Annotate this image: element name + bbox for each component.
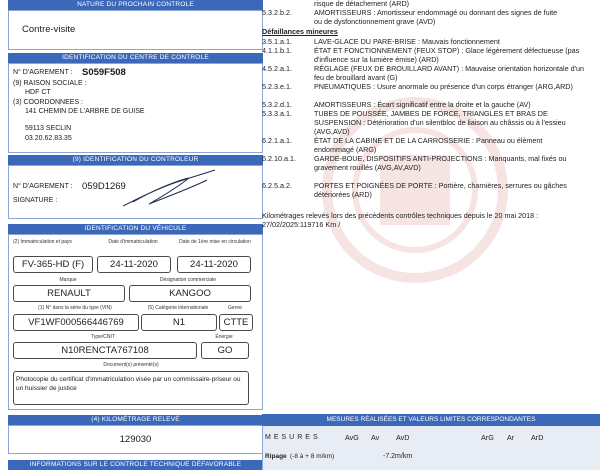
controleur-agrement-value: 059D1269 [82, 181, 126, 192]
signature-mark [119, 168, 219, 213]
centre-agrement-label: N° D'AGREMENT : [13, 69, 73, 76]
mineure-text: Usure anormale ou présence d'un corps étranger (ARG,ARD) [374, 82, 573, 91]
ripage-label: Ripage [265, 453, 287, 460]
centre-phone: 03.20.62.83.35 [25, 135, 72, 142]
centre-box [8, 63, 263, 153]
documents-label: Document(s) présenté(s) [103, 362, 159, 368]
date-immat-label: Date d'immatriculation [108, 239, 158, 245]
mineure-code: 6.2.1.a.1. [262, 136, 292, 145]
defaillance-top-1-code: 5.3.2.b.2. [262, 8, 292, 17]
documents-field: Photocopie du certificat d'immatriculation visée par un commissaire-priseur ou un huissier de justice [13, 371, 249, 405]
defaillance-top-0: risque de détachement (ARD) [314, 0, 410, 8]
mesures-box [262, 426, 600, 470]
date-circ-field: 24-11-2020 [177, 256, 251, 273]
signature-label: SIGNATURE : [13, 197, 58, 204]
prochain-controle-value: Contre-visite [22, 24, 76, 35]
mineure-label: AMORTISSEURS : [314, 100, 376, 109]
vehicule-header: IDENTIFICATION DU VÉHICULE [8, 224, 263, 234]
defaillance-top-1: AMORTISSEURS : Amortisseur endommagé ou donnant des signes de fuite [314, 8, 558, 17]
mineure-label: PNEUMATIQUES : [314, 82, 375, 91]
mineure-text: Mauvaise orientation horizontale d'un feu de brouillard avant (G) [314, 64, 584, 82]
mineure-code: 6.2.10.a.1. [262, 154, 296, 163]
mineure-item [314, 181, 584, 199]
prochain-controle-header: NATURE DU PROCHAIN CONTROLE [8, 0, 263, 10]
marque-label: Marque [59, 277, 77, 283]
mineure-code: 4.1.1.b.1. [262, 46, 292, 55]
mineure-code: 5.2.3.e.1. [262, 82, 292, 91]
mineure-code: 3.5.1.a.1. [262, 37, 292, 46]
mineure-text: Manquants, mal fixés ou gravement rouillés (AVG,AV,AVD) [314, 154, 567, 172]
mineure-item [314, 46, 584, 64]
mesures-head: MESURES [265, 434, 321, 441]
ripage-limits: (-8 à + 8 m/km) [290, 453, 335, 460]
kilometrage-value: 129030 [119, 434, 152, 445]
mineure-label: GARDE-BOUE, DISPOSITIFS ANTI-PROJECTIONS : [314, 154, 487, 163]
mineure-item [314, 136, 584, 154]
col-av: Av [371, 433, 380, 442]
mineures-title: Défaillances mineures [262, 27, 338, 36]
col-arg: ArG [481, 433, 494, 442]
date-immat-field: 24-11-2020 [97, 256, 171, 273]
centre-address: 141 CHEMIN DE L'ARBRE DE GUISE [25, 108, 145, 115]
date-circ-label: Date de 1ère mise en circulation [179, 239, 251, 245]
defaillance-top-2: ou de dysfonctionnement grave (AVD) [314, 17, 436, 26]
mineure-text: Mauvais fonctionnement [419, 37, 500, 46]
col-avg: AvG [345, 433, 359, 442]
vin-field: VF1WF000566446769 [13, 314, 139, 331]
col-ar: Ar [507, 433, 515, 442]
mineure-label: LAVE-GLACE DU PARE-BRISE : [314, 37, 420, 46]
mineure-item [314, 154, 584, 172]
mineure-item [314, 109, 584, 136]
coordonnees-label: (3) COORDONNEES : [13, 99, 84, 106]
centre-city: 59113 SECLIN [25, 125, 72, 132]
defaillances-column [262, 0, 600, 470]
vin-label: (1) N° dans la série du type (VIN) [38, 305, 112, 311]
mineure-label: TUBES DE POUSSÉE, JAMBES DE FORCE, TRIANGLES ET BRAS DE SUSPENSION : [314, 109, 548, 127]
mineure-code: 5.3.2.d.1. [262, 100, 292, 109]
mineure-text: Détérioration d'un silentbloc de liaison au châssis ou à l'essieu (AVG,AVD) [314, 118, 566, 136]
centre-agrement-value: S059F508 [82, 67, 126, 78]
genre-label: Genre [228, 305, 242, 311]
mineure-item [314, 37, 584, 46]
mineure-label: ÉTAT ET FONCTIONNEMENT (FEUX STOP) : [314, 46, 464, 55]
ripage-value: -7.2m/km [383, 453, 413, 460]
col-ard: ArD [531, 433, 544, 442]
energie-label: Énergie [215, 334, 233, 340]
vehicule-box [8, 234, 263, 410]
mineure-item [314, 100, 584, 109]
mineure-text: Écart significatif entre la droite et la gauche (AV) [375, 100, 531, 109]
immat-label: (2) Immatriculation et pays [13, 239, 72, 245]
infos-defavorable-header: INFORMATIONS SUR LE CONTROLE TECHNIQUE DÉFAVORABLE [8, 460, 263, 470]
mineure-item [314, 64, 584, 82]
col-avd: AvD [396, 433, 410, 442]
categorie-field: N1 [141, 314, 217, 331]
mineure-text: Portière, charnières, serrures ou gâches détériorées (ARD) [314, 181, 567, 199]
type-label: Type/CNIT [91, 334, 115, 340]
kilometrage-box [8, 425, 263, 454]
kilometrage-header: (4) KILOMÉTRAGE RELEVÉ [8, 415, 263, 425]
mineure-text: Glace légèrement défectueuse (pas d'influence sur la lumière émise) (ARD) [314, 46, 580, 64]
raison-sociale-label: (9) RAISON SOCIALE : [13, 80, 87, 87]
controleur-box [8, 165, 263, 219]
prochain-controle-box [8, 10, 263, 50]
mineure-item [314, 82, 584, 91]
left-column [0, 0, 262, 470]
designation-label: Désignation commerciale [159, 277, 217, 283]
immat-field: FV-365-HD (F) [13, 256, 93, 273]
mesures-header: MESURES RÉALISÉES ET VALEURS LIMITES CORRESPONDANTES [262, 414, 600, 426]
controleur-header: (9) IDENTIFICATION DU CONTROLEUR [8, 155, 263, 165]
mineure-code: 6.2.5.a.2. [262, 181, 292, 190]
categorie-label: (5) Catégorie internationale [147, 305, 209, 311]
mineure-text: Panneau ou élément endommagé (ARG) [314, 136, 543, 154]
mineure-label: RÉGLAGE (FEUX DE BROUILLARD AVANT) : [314, 64, 464, 73]
mineure-label: ÉTAT DE LA CABINE ET DE LA CARROSSERIE : [314, 136, 475, 145]
mineure-code: 5.3.3.a.1. [262, 109, 292, 118]
designation-field: KANGOO [129, 285, 251, 302]
raison-sociale-value: HDF CT [25, 89, 51, 96]
genre-field: CTTE [219, 314, 253, 331]
centre-header: IDENTIFICATION DU CENTRE DE CONTROLE [8, 53, 263, 63]
controleur-agrement-label: N° D'AGREMENT : [13, 183, 73, 190]
km-history: Kilométrages relevés lors des précédents contrôles techniques depuis le 20 mai 2018 : 27/02/2025:119716 Km / [262, 211, 539, 229]
type-field: N10RENCTA767108 [13, 342, 197, 359]
mineure-code: 4.5.2.a.1. [262, 64, 292, 73]
mineure-label: PORTES ET POIGNÉES DE PORTE : [314, 181, 437, 190]
marque-field: RENAULT [13, 285, 125, 302]
energie-field: GO [201, 342, 249, 359]
